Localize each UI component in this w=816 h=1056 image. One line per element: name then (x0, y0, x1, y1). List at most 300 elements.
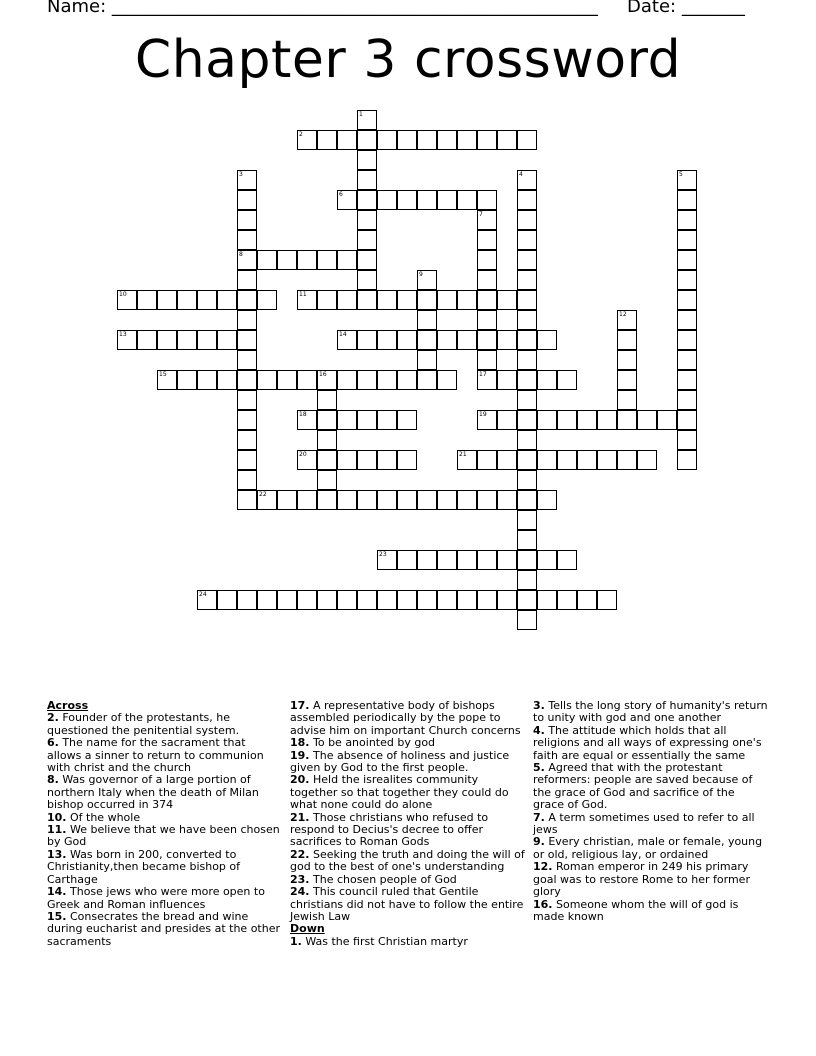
grid-cell[interactable] (677, 270, 697, 290)
grid-cell[interactable] (677, 410, 697, 430)
grid-cell[interactable] (557, 410, 577, 430)
grid-cell[interactable] (537, 550, 557, 570)
grid-cell[interactable] (477, 310, 497, 330)
grid-cell[interactable] (417, 310, 437, 330)
grid-cell[interactable] (237, 410, 257, 430)
grid-cell[interactable] (517, 210, 537, 230)
clue-item-number: 5. (533, 761, 545, 775)
grid-cell[interactable] (177, 330, 197, 350)
grid-cell[interactable] (377, 370, 397, 390)
grid-cell[interactable] (457, 550, 477, 570)
clue-item-number: 15. (47, 909, 67, 923)
grid-cell[interactable] (357, 130, 377, 150)
clue-item-number: 2. (47, 711, 59, 725)
date-line: _______ (681, 0, 745, 17)
grid-cell[interactable] (357, 230, 377, 250)
grid-cell[interactable] (377, 190, 397, 210)
clue-number: 24 (199, 591, 207, 598)
grid-cell[interactable] (457, 450, 477, 470)
grid-cell[interactable] (537, 490, 557, 510)
grid-cell[interactable] (477, 230, 497, 250)
clue-item-text: Was governor of a large portion of northern Italy when the death of Milan bishop occurred in 374 (47, 773, 259, 812)
grid-cell[interactable] (617, 350, 637, 370)
grid-cell[interactable] (317, 370, 337, 390)
grid-cell[interactable] (457, 490, 477, 510)
clue-item-number: 12. (533, 860, 553, 874)
grid-cell[interactable] (517, 290, 537, 310)
clue-item-number: 13. (47, 847, 67, 861)
grid-cell[interactable] (517, 390, 537, 410)
grid-cell[interactable] (477, 250, 497, 270)
grid-cell[interactable] (677, 430, 697, 450)
grid-cell[interactable] (477, 490, 497, 510)
grid-cell[interactable] (517, 130, 537, 150)
grid-cell[interactable] (157, 290, 177, 310)
clue-item-text: We believe that we have been chosen by God (47, 823, 280, 849)
grid-cell[interactable] (677, 230, 697, 250)
grid-cell[interactable] (217, 330, 237, 350)
grid-cell[interactable] (197, 330, 217, 350)
grid-cell[interactable] (437, 190, 457, 210)
grid-cell[interactable] (397, 290, 417, 310)
grid-cell[interactable] (517, 270, 537, 290)
clue-item (47, 911, 283, 948)
grid-cell[interactable] (497, 130, 517, 150)
grid-cell[interactable] (557, 590, 577, 610)
clue-item (533, 762, 769, 812)
grid-cell[interactable] (277, 250, 297, 270)
clue-number: 5 (679, 171, 683, 178)
grid-cell[interactable] (357, 490, 377, 510)
grid-cell[interactable] (357, 450, 377, 470)
grid-cell[interactable] (437, 130, 457, 150)
grid-cell[interactable] (537, 410, 557, 430)
grid-cell[interactable] (237, 250, 257, 270)
grid-cell[interactable] (497, 590, 517, 610)
grid-cell[interactable] (497, 550, 517, 570)
grid-cell[interactable] (397, 330, 417, 350)
clue-number: 9 (419, 271, 423, 278)
grid-cell[interactable] (577, 410, 597, 430)
grid-cell[interactable] (297, 590, 317, 610)
clue-item-number: 14. (47, 885, 67, 899)
clue-item (533, 899, 769, 924)
name-label: Name: (47, 0, 112, 17)
grid-cell[interactable] (517, 350, 537, 370)
grid-cell[interactable] (237, 430, 257, 450)
grid-cell[interactable] (677, 190, 697, 210)
clue-item (533, 861, 769, 898)
grid-cell[interactable] (457, 190, 477, 210)
grid-cell[interactable] (477, 190, 497, 210)
grid-cell[interactable] (237, 330, 257, 350)
grid-cell[interactable] (477, 410, 497, 430)
grid-cell[interactable] (117, 330, 137, 350)
clue-number: 17 (479, 371, 487, 378)
clue-item-text: A representative body of bishops assembled periodically by the pope to advise him on important Church concerns (290, 699, 521, 737)
grid-cell[interactable] (337, 130, 357, 150)
clue-item-number: 7. (533, 810, 545, 824)
grid-cell[interactable] (417, 550, 437, 570)
clue-item-text: Roman emperor in 249 his primary goal was to restore Rome to her former glory (533, 860, 750, 899)
grid-cell[interactable] (197, 290, 217, 310)
grid-cell[interactable] (517, 550, 537, 570)
clue-item (47, 824, 283, 849)
grid-cell[interactable] (377, 450, 397, 470)
grid-cell[interactable] (617, 330, 637, 350)
grid-cell[interactable] (417, 190, 437, 210)
grid-cell[interactable] (177, 370, 197, 390)
clue-item-text: Tells the long story of humanity's return to unity with god and one another (533, 699, 768, 725)
grid-cell[interactable] (437, 370, 457, 390)
grid-cell[interactable] (317, 250, 337, 270)
grid-cell[interactable] (277, 590, 297, 610)
grid-cell[interactable] (317, 470, 337, 490)
clue-item-text: Every christian, male or female, young or old, religious lay, or ordained (533, 835, 763, 861)
grid-cell[interactable] (357, 190, 377, 210)
clue-item-number: 18. (290, 736, 310, 750)
grid-cell[interactable] (237, 450, 257, 470)
grid-cell[interactable] (337, 410, 357, 430)
grid-cell[interactable] (637, 450, 657, 470)
clue-item-text: To be anointed by god (309, 736, 436, 750)
clue-number: 23 (379, 551, 387, 558)
grid-cell[interactable] (237, 350, 257, 370)
clue-item (533, 700, 769, 725)
grid-cell[interactable] (437, 490, 457, 510)
grid-cell[interactable] (397, 450, 417, 470)
grid-cell[interactable] (377, 490, 397, 510)
grid-cell[interactable] (157, 370, 177, 390)
clue-item (290, 936, 526, 948)
grid-cell[interactable] (517, 170, 537, 190)
grid-cell[interactable] (297, 250, 317, 270)
grid-cell[interactable] (477, 550, 497, 570)
grid-cell[interactable] (317, 390, 337, 410)
grid-cell[interactable] (417, 130, 437, 150)
clue-item-text: The attitude which holds that all religions and all ways of expressing one's faith are equal or essentially the same (533, 723, 762, 762)
grid-cell[interactable] (237, 490, 257, 510)
clue-number: 20 (299, 451, 307, 458)
grid-cell[interactable] (237, 230, 257, 250)
grid-cell[interactable] (477, 330, 497, 350)
clue-item (47, 774, 283, 811)
grid-cell[interactable] (377, 130, 397, 150)
grid-cell[interactable] (297, 370, 317, 390)
grid-cell[interactable] (137, 330, 157, 350)
clue-item (533, 812, 769, 837)
clue-item-text: Consecrates the bread and wine during eucharist and presides at the other sacraments (47, 909, 280, 948)
clue-item-number: 9. (533, 835, 545, 849)
grid-cell[interactable] (417, 490, 437, 510)
grid-cell[interactable] (337, 250, 357, 270)
grid-cell[interactable] (617, 390, 637, 410)
grid-cell[interactable] (617, 450, 637, 470)
clue-item-number: 11. (47, 823, 67, 837)
grid-cell[interactable] (237, 590, 257, 610)
grid-cell[interactable] (517, 430, 537, 450)
grid-cell[interactable] (317, 450, 337, 470)
grid-cell[interactable] (337, 490, 357, 510)
clue-number: 19 (479, 411, 487, 418)
grid-cell[interactable] (537, 330, 557, 350)
grid-cell[interactable] (237, 210, 257, 230)
grid-cell[interactable] (517, 590, 537, 610)
grid-cell[interactable] (477, 370, 497, 390)
grid-cell[interactable] (617, 310, 637, 330)
grid-cell[interactable] (217, 370, 237, 390)
grid-cell[interactable] (317, 290, 337, 310)
grid-cell[interactable] (217, 290, 237, 310)
grid-cell[interactable] (497, 410, 517, 430)
grid-cell[interactable] (377, 290, 397, 310)
grid-cell[interactable] (357, 290, 377, 310)
grid-cell[interactable] (357, 270, 377, 290)
grid-cell[interactable] (257, 490, 277, 510)
clue-item (47, 849, 283, 886)
clue-number: 3 (239, 171, 243, 178)
grid-cell[interactable] (217, 590, 237, 610)
grid-cell[interactable] (597, 450, 617, 470)
clue-number: 21 (459, 451, 467, 458)
grid-cell[interactable] (337, 450, 357, 470)
across-clues-a (47, 712, 283, 948)
grid-cell[interactable] (617, 370, 637, 390)
grid-cell[interactable] (437, 330, 457, 350)
grid-cell[interactable] (477, 210, 497, 230)
grid-cell[interactable] (357, 110, 377, 130)
grid-cell[interactable] (317, 430, 337, 450)
grid-cell[interactable] (237, 390, 257, 410)
grid-cell[interactable] (397, 590, 417, 610)
grid-cell[interactable] (677, 290, 697, 310)
grid-cell[interactable] (517, 310, 537, 330)
grid-cell[interactable] (257, 370, 277, 390)
clue-item (290, 886, 526, 923)
grid-cell[interactable] (417, 350, 437, 370)
grid-cell[interactable] (357, 210, 377, 230)
grid-cell[interactable] (537, 450, 557, 470)
grid-cell[interactable] (497, 290, 517, 310)
grid-cell[interactable] (637, 410, 657, 430)
grid-cell[interactable] (677, 170, 697, 190)
grid-cell[interactable] (517, 510, 537, 530)
clue-number: 6 (339, 191, 343, 198)
clue-number: 13 (119, 331, 127, 338)
grid-cell[interactable] (457, 290, 477, 310)
clue-item (290, 750, 526, 775)
grid-cell[interactable] (357, 170, 377, 190)
grid-cell[interactable] (397, 130, 417, 150)
date-label: Date: (627, 0, 682, 17)
grid-cell[interactable] (357, 330, 377, 350)
grid-cell[interactable] (277, 370, 297, 390)
clue-number: 22 (259, 491, 267, 498)
grid-cell[interactable] (457, 590, 477, 610)
grid-cell[interactable] (337, 290, 357, 310)
grid-cell[interactable] (377, 550, 397, 570)
grid-cell[interactable] (477, 290, 497, 310)
grid-cell[interactable] (517, 530, 537, 550)
grid-cell[interactable] (497, 330, 517, 350)
grid-cell[interactable] (117, 290, 137, 310)
grid-cell[interactable] (617, 410, 637, 430)
grid-cell[interactable] (297, 410, 317, 430)
grid-cell[interactable] (417, 270, 437, 290)
grid-cell[interactable] (237, 370, 257, 390)
grid-cell[interactable] (397, 370, 417, 390)
grid-cell[interactable] (317, 130, 337, 150)
clue-item-number: 19. (290, 748, 310, 762)
down-clues-b (533, 700, 769, 923)
grid-cell[interactable] (497, 370, 517, 390)
grid-cell[interactable] (297, 290, 317, 310)
grid-cell[interactable] (477, 270, 497, 290)
grid-cell[interactable] (517, 570, 537, 590)
grid-cell[interactable] (677, 330, 697, 350)
grid-cell[interactable] (317, 410, 337, 430)
grid-cell[interactable] (137, 290, 157, 310)
grid-cell[interactable] (237, 290, 257, 310)
grid-cell[interactable] (517, 470, 537, 490)
grid-cell[interactable] (477, 350, 497, 370)
grid-cell[interactable] (257, 590, 277, 610)
grid-cell[interactable] (557, 450, 577, 470)
grid-cell[interactable] (377, 410, 397, 430)
grid-cell[interactable] (517, 230, 537, 250)
grid-cell[interactable] (377, 330, 397, 350)
grid-cell[interactable] (577, 590, 597, 610)
clue-column-3 (533, 700, 769, 923)
grid-cell[interactable] (677, 250, 697, 270)
clue-item (47, 737, 283, 774)
grid-cell[interactable] (357, 150, 377, 170)
grid-cell[interactable] (457, 330, 477, 350)
grid-cell[interactable] (577, 450, 597, 470)
clue-item-number: 21. (290, 810, 310, 824)
grid-cell[interactable] (437, 590, 457, 610)
grid-cell[interactable] (297, 450, 317, 470)
grid-cell[interactable] (237, 470, 257, 490)
grid-cell[interactable] (477, 450, 497, 470)
clue-item-number: 1. (290, 934, 302, 948)
grid-cell[interactable] (517, 250, 537, 270)
grid-cell[interactable] (317, 490, 337, 510)
grid-cell[interactable] (297, 130, 317, 150)
grid-cell[interactable] (357, 590, 377, 610)
grid-cell[interactable] (397, 190, 417, 210)
grid-cell[interactable] (397, 550, 417, 570)
clue-item (290, 700, 526, 737)
clue-number: 7 (479, 211, 483, 218)
grid-cell[interactable] (337, 590, 357, 610)
grid-cell[interactable] (677, 350, 697, 370)
grid-cell[interactable] (257, 250, 277, 270)
grid-cell[interactable] (517, 610, 537, 630)
clue-item (533, 725, 769, 762)
grid-cell[interactable] (557, 370, 577, 390)
grid-cell[interactable] (597, 410, 617, 430)
grid-cell[interactable] (557, 550, 577, 570)
clue-item-text: Held the isrealites community together so that together they could do what none could do alone (290, 773, 509, 812)
grid-cell[interactable] (677, 370, 697, 390)
grid-cell[interactable] (517, 450, 537, 470)
grid-cell[interactable] (337, 190, 357, 210)
grid-cell[interactable] (677, 450, 697, 470)
grid-cell[interactable] (497, 490, 517, 510)
grid-cell[interactable] (357, 410, 377, 430)
grid-cell[interactable] (197, 590, 217, 610)
grid-cell[interactable] (397, 410, 417, 430)
grid-cell[interactable] (477, 130, 497, 150)
grid-cell[interactable] (177, 290, 197, 310)
grid-cell[interactable] (377, 590, 397, 610)
grid-cell[interactable] (517, 370, 537, 390)
grid-cell[interactable] (517, 190, 537, 210)
grid-cell[interactable] (437, 550, 457, 570)
grid-cell[interactable] (257, 290, 277, 310)
grid-cell[interactable] (497, 450, 517, 470)
grid-cell[interactable] (417, 330, 437, 350)
clue-item-text: Someone whom the will of god is made known (533, 897, 739, 923)
grid-cell[interactable] (517, 410, 537, 430)
grid-cell[interactable] (417, 290, 437, 310)
grid-cell[interactable] (237, 270, 257, 290)
grid-cell[interactable] (157, 330, 177, 350)
clue-item-number: 16. (533, 897, 553, 911)
grid-cell[interactable] (517, 330, 537, 350)
grid-cell[interactable] (597, 590, 617, 610)
grid-cell[interactable] (517, 490, 537, 510)
grid-cell[interactable] (357, 250, 377, 270)
grid-cell[interactable] (337, 330, 357, 350)
clue-number: 2 (299, 131, 303, 138)
clue-item (533, 836, 769, 861)
grid-cell[interactable] (297, 490, 317, 510)
grid-cell[interactable] (237, 190, 257, 210)
grid-cell[interactable] (457, 130, 477, 150)
grid-cell[interactable] (677, 210, 697, 230)
clue-item (47, 712, 283, 737)
grid-cell[interactable] (237, 170, 257, 190)
page-title: Chapter 3 crossword (134, 30, 682, 90)
grid-cell[interactable] (357, 370, 377, 390)
grid-cell[interactable] (537, 370, 557, 390)
clue-item-number: 20. (290, 773, 310, 787)
clue-item-text: Those jews who were more open to Greek and Roman influences (47, 885, 265, 911)
grid-cell[interactable] (437, 290, 457, 310)
clue-item-text: This council ruled that Gentile christians did not have to follow the entire Jewish Law (290, 885, 524, 923)
clue-number: 1 (359, 111, 363, 118)
grid-cell[interactable] (657, 410, 677, 430)
grid-cell[interactable] (477, 590, 497, 610)
grid-cell[interactable] (397, 490, 417, 510)
clue-item-text: Was the first Christian martyr (301, 934, 468, 948)
clue-number: 11 (299, 291, 307, 298)
grid-cell[interactable] (677, 310, 697, 330)
grid-cell[interactable] (417, 590, 437, 610)
grid-cell[interactable] (197, 370, 217, 390)
grid-cell[interactable] (337, 370, 357, 390)
grid-cell[interactable] (317, 590, 337, 610)
grid-cell[interactable] (417, 370, 437, 390)
clue-item-text: Of the whole (66, 810, 141, 824)
grid-cell[interactable] (277, 490, 297, 510)
grid-cell[interactable] (537, 590, 557, 610)
clue-item (290, 774, 526, 811)
grid-cell[interactable] (237, 310, 257, 330)
grid-cell[interactable] (677, 390, 697, 410)
